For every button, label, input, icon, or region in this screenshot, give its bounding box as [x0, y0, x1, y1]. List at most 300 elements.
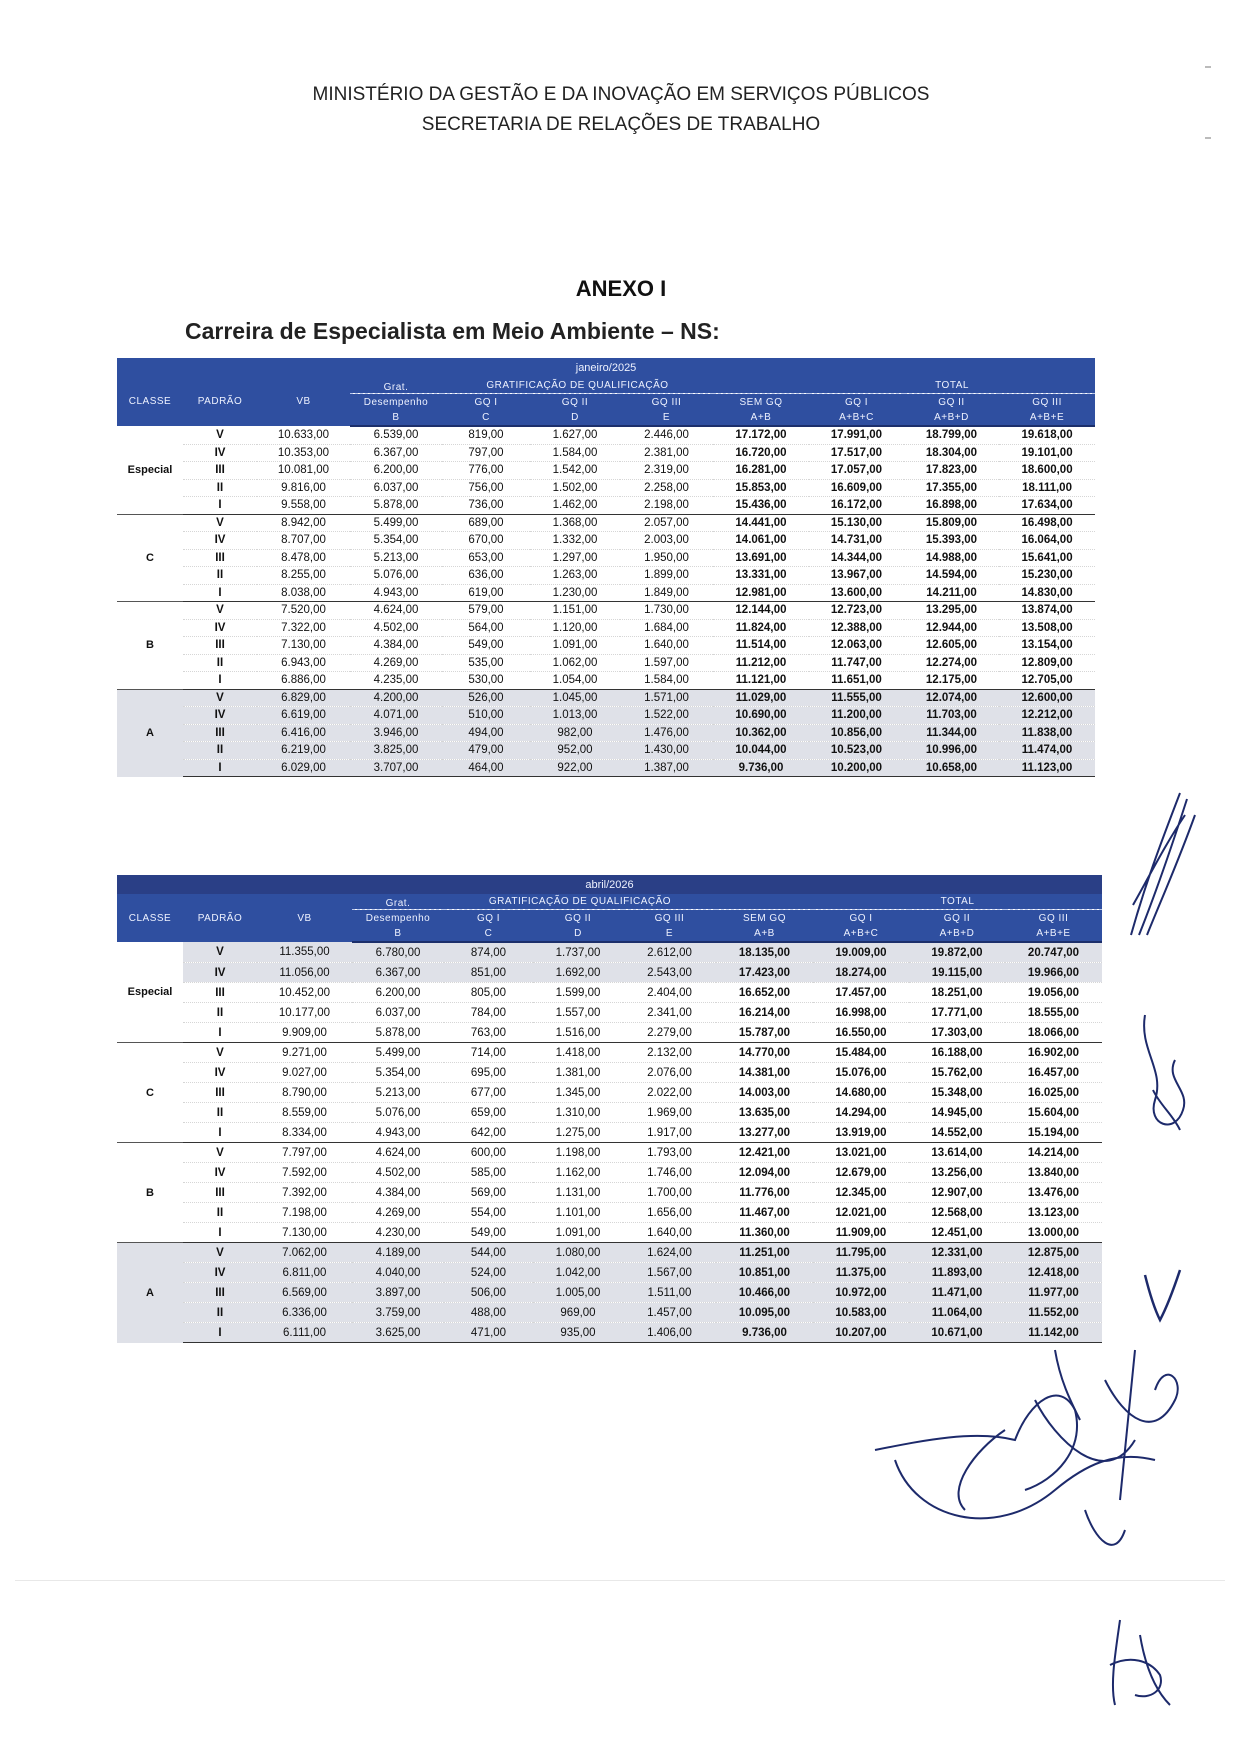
value-cell: 10.633,00 — [257, 426, 350, 444]
value-cell: 1.054,00 — [530, 672, 620, 690]
value-cell: 1.899,00 — [620, 567, 713, 585]
value-cell: 874,00 — [444, 942, 533, 963]
value-cell: 851,00 — [444, 963, 533, 983]
value-cell: 19.115,00 — [909, 963, 1005, 983]
padrao-cell: IV — [183, 619, 257, 637]
padrao-cell: III — [183, 1083, 257, 1103]
value-cell: 4.230,00 — [352, 1223, 444, 1243]
col-gq1: GQ I — [442, 394, 530, 411]
formula-gq1: A+B+C — [813, 926, 909, 942]
value-cell: 1.418,00 — [533, 1043, 623, 1063]
value-cell: 5.076,00 — [350, 567, 442, 585]
value-cell: 13.691,00 — [713, 549, 809, 567]
value-cell: 1.476,00 — [620, 724, 713, 742]
value-cell: 1.162,00 — [533, 1163, 623, 1183]
value-cell: 2.341,00 — [623, 1003, 716, 1023]
value-cell: 10.177,00 — [257, 1003, 352, 1023]
col-vb: VB — [257, 377, 350, 426]
value-cell: 5.076,00 — [352, 1103, 444, 1123]
value-cell: 4.040,00 — [352, 1263, 444, 1283]
value-cell: 11.651,00 — [809, 672, 904, 690]
value-cell: 1.700,00 — [623, 1183, 716, 1203]
table-row — [117, 942, 1102, 963]
annex-title: ANEXO I — [575, 276, 667, 301]
table-row — [117, 1043, 1102, 1063]
table-row — [117, 637, 1095, 655]
value-cell: 9.736,00 — [716, 1323, 813, 1343]
col-padrao: PADRÃO — [183, 377, 257, 426]
value-cell: 11.703,00 — [904, 707, 999, 725]
value-cell: 619,00 — [442, 584, 530, 602]
value-cell: 15.130,00 — [809, 514, 904, 532]
value-cell: 11.977,00 — [1005, 1283, 1102, 1303]
padrao-cell: IV — [183, 963, 257, 983]
value-cell: 9.736,00 — [713, 759, 809, 777]
col-padrao: PADRÃO — [183, 894, 257, 942]
value-cell: 13.277,00 — [716, 1123, 813, 1143]
padrao-cell: I — [183, 497, 257, 515]
value-cell: 1.567,00 — [623, 1263, 716, 1283]
value-cell: 6.037,00 — [350, 479, 442, 497]
value-cell: 17.172,00 — [713, 426, 809, 444]
table-row — [117, 619, 1095, 637]
value-cell: 9.909,00 — [257, 1023, 352, 1043]
value-cell: 526,00 — [442, 689, 530, 707]
padrao-cell: IV — [183, 1263, 257, 1283]
value-cell: 2.319,00 — [620, 462, 713, 480]
value-cell: 1.502,00 — [530, 479, 620, 497]
value-cell: 19.966,00 — [1005, 963, 1102, 983]
value-cell: 13.256,00 — [909, 1163, 1005, 1183]
value-cell: 8.478,00 — [257, 549, 350, 567]
value-cell: 5.878,00 — [352, 1023, 444, 1043]
value-cell: 12.705,00 — [999, 672, 1095, 690]
value-cell: 636,00 — [442, 567, 530, 585]
value-cell: 10.658,00 — [904, 759, 999, 777]
value-cell: 12.074,00 — [904, 689, 999, 707]
value-cell: 19.618,00 — [999, 426, 1095, 444]
value-cell: 10.856,00 — [809, 724, 904, 742]
value-cell: 10.207,00 — [813, 1323, 909, 1343]
col-sem-gq: SEM GQ — [713, 394, 809, 411]
table-row — [117, 1283, 1102, 1303]
value-cell: 1.746,00 — [623, 1163, 716, 1183]
value-cell: 11.555,00 — [809, 689, 904, 707]
value-cell: 1.457,00 — [623, 1303, 716, 1323]
formula-gq1: A+B+C — [809, 410, 904, 426]
value-cell: 13.967,00 — [809, 567, 904, 585]
value-cell: 659,00 — [444, 1103, 533, 1123]
value-cell: 10.353,00 — [257, 444, 350, 462]
value-cell: 17.771,00 — [909, 1003, 1005, 1023]
value-cell: 1.522,00 — [620, 707, 713, 725]
table-row — [117, 462, 1095, 480]
value-cell: 11.838,00 — [999, 724, 1095, 742]
value-cell: 6.780,00 — [352, 942, 444, 963]
value-cell: 1.640,00 — [620, 637, 713, 655]
value-cell: 805,00 — [444, 983, 533, 1003]
value-cell: 2.404,00 — [623, 983, 716, 1003]
value-cell: 10.095,00 — [716, 1303, 813, 1323]
table-row — [117, 759, 1095, 777]
value-cell: 756,00 — [442, 479, 530, 497]
salary-table-abril-2026 — [117, 875, 1102, 1343]
margin-mark — [1205, 137, 1211, 139]
value-cell: 10.081,00 — [257, 462, 350, 480]
value-cell: 16.064,00 — [999, 532, 1095, 550]
padrao-cell: IV — [183, 707, 257, 725]
value-cell: 6.029,00 — [257, 759, 350, 777]
value-cell: 922,00 — [530, 759, 620, 777]
value-cell: 585,00 — [444, 1163, 533, 1183]
table-row — [117, 983, 1102, 1003]
col-total-gq3: GQ III — [999, 394, 1095, 411]
classe-cell: B — [117, 1143, 183, 1243]
value-cell: 1.062,00 — [530, 654, 620, 672]
value-cell: 15.393,00 — [904, 532, 999, 550]
value-cell: 14.003,00 — [716, 1083, 813, 1103]
signature-initial-2 — [1135, 1010, 1195, 1140]
value-cell: 11.344,00 — [904, 724, 999, 742]
value-cell: 7.130,00 — [257, 1223, 352, 1243]
value-cell: 4.269,00 — [350, 654, 442, 672]
table-row — [117, 963, 1102, 983]
value-cell: 15.076,00 — [813, 1063, 909, 1083]
padrao-cell: V — [183, 426, 257, 444]
value-cell: 17.991,00 — [809, 426, 904, 444]
value-cell: 1.462,00 — [530, 497, 620, 515]
value-cell: 15.853,00 — [713, 479, 809, 497]
signature-initial-4 — [1100, 1615, 1180, 1710]
value-cell: 20.747,00 — [1005, 942, 1102, 963]
value-cell: 12.094,00 — [716, 1163, 813, 1183]
table-row — [117, 514, 1095, 532]
table-row — [117, 567, 1095, 585]
letter-b: B — [350, 410, 442, 426]
col-total: TOTAL — [813, 894, 1102, 910]
value-cell: 2.076,00 — [623, 1063, 716, 1083]
value-cell: 776,00 — [442, 462, 530, 480]
value-cell: 15.436,00 — [713, 497, 809, 515]
letter-e: E — [620, 410, 713, 426]
value-cell: 579,00 — [442, 602, 530, 620]
value-cell: 1.120,00 — [530, 619, 620, 637]
value-cell: 1.101,00 — [533, 1203, 623, 1223]
value-cell: 1.542,00 — [530, 462, 620, 480]
value-cell: 797,00 — [442, 444, 530, 462]
value-cell: 13.123,00 — [1005, 1203, 1102, 1223]
value-cell: 11.251,00 — [716, 1243, 813, 1263]
value-cell: 12.063,00 — [809, 637, 904, 655]
value-cell: 2.022,00 — [623, 1083, 716, 1103]
value-cell: 4.943,00 — [352, 1123, 444, 1143]
value-cell: 11.471,00 — [909, 1283, 1005, 1303]
value-cell: 16.214,00 — [716, 1003, 813, 1023]
value-cell: 13.600,00 — [809, 584, 904, 602]
margin-mark — [1205, 66, 1211, 68]
padrao-cell: II — [183, 1103, 257, 1123]
padrao-cell: III — [183, 549, 257, 567]
value-cell: 11.467,00 — [716, 1203, 813, 1223]
value-cell: 16.998,00 — [813, 1003, 909, 1023]
value-cell: 18.111,00 — [999, 479, 1095, 497]
value-cell: 14.214,00 — [1005, 1143, 1102, 1163]
table-row — [117, 1083, 1102, 1103]
value-cell: 6.829,00 — [257, 689, 350, 707]
value-cell: 18.066,00 — [1005, 1023, 1102, 1043]
value-cell: 11.824,00 — [713, 619, 809, 637]
value-cell: 1.793,00 — [623, 1143, 716, 1163]
value-cell: 9.027,00 — [257, 1063, 352, 1083]
value-cell: 13.508,00 — [999, 619, 1095, 637]
value-cell: 6.619,00 — [257, 707, 350, 725]
value-cell: 15.809,00 — [904, 514, 999, 532]
value-cell: 1.950,00 — [620, 549, 713, 567]
value-cell: 736,00 — [442, 497, 530, 515]
padrao-cell: III — [183, 1183, 257, 1203]
value-cell: 13.840,00 — [1005, 1163, 1102, 1183]
col-total-gq1: GQ I — [809, 394, 904, 411]
value-cell: 18.304,00 — [904, 444, 999, 462]
value-cell: 10.851,00 — [716, 1263, 813, 1283]
padrao-cell: V — [183, 1243, 257, 1263]
value-cell: 3.759,00 — [352, 1303, 444, 1323]
formula-gq2: A+B+D — [909, 926, 1005, 942]
value-cell: 12.907,00 — [909, 1183, 1005, 1203]
value-cell: 4.502,00 — [352, 1163, 444, 1183]
padrao-cell: V — [183, 689, 257, 707]
table-row — [117, 1203, 1102, 1223]
value-cell: 2.543,00 — [623, 963, 716, 983]
value-cell: 2.279,00 — [623, 1023, 716, 1043]
value-cell: 1.557,00 — [533, 1003, 623, 1023]
col-grat-line2: Desempenho — [352, 910, 444, 927]
value-cell: 16.188,00 — [909, 1043, 1005, 1063]
value-cell: 18.799,00 — [904, 426, 999, 444]
table-period: abril/2026 — [117, 875, 1102, 894]
padrao-cell: I — [183, 1223, 257, 1243]
value-cell: 11.355,00 — [257, 942, 352, 963]
value-cell: 10.044,00 — [713, 742, 809, 760]
value-cell: 1.684,00 — [620, 619, 713, 637]
value-cell: 510,00 — [442, 707, 530, 725]
value-cell: 12.451,00 — [909, 1223, 1005, 1243]
padrao-cell: III — [183, 462, 257, 480]
value-cell: 695,00 — [444, 1063, 533, 1083]
value-cell: 14.770,00 — [716, 1043, 813, 1063]
value-cell: 6.539,00 — [350, 426, 442, 444]
value-cell: 16.025,00 — [1005, 1083, 1102, 1103]
value-cell: 11.123,00 — [999, 759, 1095, 777]
value-cell: 1.571,00 — [620, 689, 713, 707]
value-cell: 1.332,00 — [530, 532, 620, 550]
padrao-cell: IV — [183, 1163, 257, 1183]
value-cell: 14.211,00 — [904, 584, 999, 602]
value-cell: 549,00 — [444, 1223, 533, 1243]
table-row — [117, 497, 1095, 515]
value-cell: 564,00 — [442, 619, 530, 637]
value-cell: 1.151,00 — [530, 602, 620, 620]
formula-gq3: A+B+E — [1005, 926, 1102, 942]
value-cell: 4.502,00 — [350, 619, 442, 637]
value-cell: 17.634,00 — [999, 497, 1095, 515]
value-cell: 2.003,00 — [620, 532, 713, 550]
value-cell: 714,00 — [444, 1043, 533, 1063]
classe-cell: A — [117, 1243, 183, 1343]
value-cell: 8.790,00 — [257, 1083, 352, 1103]
padrao-cell: II — [183, 1303, 257, 1323]
value-cell: 8.707,00 — [257, 532, 350, 550]
classe-cell: Especial — [127, 463, 173, 476]
padrao-cell: V — [183, 514, 257, 532]
value-cell: 12.274,00 — [904, 654, 999, 672]
value-cell: 17.355,00 — [904, 479, 999, 497]
padrao-cell: IV — [183, 532, 257, 550]
value-cell: 19.056,00 — [1005, 983, 1102, 1003]
value-cell: 1.080,00 — [533, 1243, 623, 1263]
value-cell: 4.189,00 — [352, 1243, 444, 1263]
value-cell: 535,00 — [442, 654, 530, 672]
table-row — [117, 1183, 1102, 1203]
table-row — [117, 654, 1095, 672]
col-classe: CLASSE — [117, 377, 183, 426]
classe-cell: B — [117, 602, 183, 690]
col-grat-line2: Desempenho — [350, 394, 442, 411]
padrao-cell: I — [183, 1023, 257, 1043]
value-cell: 1.599,00 — [533, 983, 623, 1003]
value-cell: 11.552,00 — [1005, 1303, 1102, 1323]
value-cell: 600,00 — [444, 1143, 533, 1163]
letter-e: E — [623, 926, 716, 942]
value-cell: 18.135,00 — [716, 942, 813, 963]
col-total-gq2: GQ II — [909, 910, 1005, 927]
value-cell: 7.797,00 — [257, 1143, 352, 1163]
col-total-gq1: GQ I — [813, 910, 909, 927]
value-cell: 18.274,00 — [813, 963, 909, 983]
value-cell: 19.009,00 — [813, 942, 909, 963]
value-cell: 506,00 — [444, 1283, 533, 1303]
value-cell: 8.559,00 — [257, 1103, 352, 1123]
value-cell: 12.212,00 — [999, 707, 1095, 725]
col-gq2: GQ II — [530, 394, 620, 411]
value-cell: 15.787,00 — [716, 1023, 813, 1043]
padrao-cell: II — [183, 1203, 257, 1223]
value-cell: 1.511,00 — [623, 1283, 716, 1303]
value-cell: 16.652,00 — [716, 983, 813, 1003]
table-row — [117, 1163, 1102, 1183]
value-cell: 12.418,00 — [1005, 1263, 1102, 1283]
value-cell: 16.609,00 — [809, 479, 904, 497]
value-cell: 1.737,00 — [533, 942, 623, 963]
value-cell: 677,00 — [444, 1083, 533, 1103]
value-cell: 1.013,00 — [530, 707, 620, 725]
value-cell: 18.600,00 — [999, 462, 1095, 480]
padrao-cell: V — [183, 1143, 257, 1163]
value-cell: 14.830,00 — [999, 584, 1095, 602]
value-cell: 6.367,00 — [350, 444, 442, 462]
value-cell: 763,00 — [444, 1023, 533, 1043]
ministry-name: MINISTÉRIO DA GESTÃO E DA INOVAÇÃO EM SERVIÇOS PÚBLICOS — [312, 84, 930, 105]
value-cell: 13.476,00 — [1005, 1183, 1102, 1203]
value-cell: 464,00 — [442, 759, 530, 777]
col-gq3: GQ III — [620, 394, 713, 411]
value-cell: 10.523,00 — [809, 742, 904, 760]
value-cell: 14.731,00 — [809, 532, 904, 550]
value-cell: 1.627,00 — [530, 426, 620, 444]
value-cell: 12.568,00 — [909, 1203, 1005, 1223]
value-cell: 1.297,00 — [530, 549, 620, 567]
value-cell: 11.360,00 — [716, 1223, 813, 1243]
padrao-cell: III — [183, 983, 257, 1003]
value-cell: 1.310,00 — [533, 1103, 623, 1123]
table-row — [117, 426, 1095, 444]
value-cell: 530,00 — [442, 672, 530, 690]
table-row — [117, 549, 1095, 567]
value-cell: 9.271,00 — [257, 1043, 352, 1063]
value-cell: 13.021,00 — [813, 1143, 909, 1163]
value-cell: 14.344,00 — [809, 549, 904, 567]
value-cell: 7.130,00 — [257, 637, 350, 655]
value-cell: 5.354,00 — [350, 532, 442, 550]
col-gq3: GQ III — [623, 910, 716, 927]
value-cell: 1.381,00 — [533, 1063, 623, 1083]
value-cell: 4.384,00 — [352, 1183, 444, 1203]
value-cell: 15.348,00 — [909, 1083, 1005, 1103]
value-cell: 10.583,00 — [813, 1303, 909, 1323]
value-cell: 11.893,00 — [909, 1263, 1005, 1283]
value-cell: 19.101,00 — [999, 444, 1095, 462]
value-cell: 11.514,00 — [713, 637, 809, 655]
table-row — [117, 444, 1095, 462]
value-cell: 11.200,00 — [809, 707, 904, 725]
career-title: Carreira de Especialista em Meio Ambiente – NS: — [185, 318, 720, 344]
value-cell: 11.121,00 — [713, 672, 809, 690]
padrao-cell: II — [183, 742, 257, 760]
value-cell: 4.943,00 — [350, 584, 442, 602]
value-cell: 15.194,00 — [1005, 1123, 1102, 1143]
value-cell: 1.131,00 — [533, 1183, 623, 1203]
col-gq-group: GRATIFICAÇÃO DE QUALIFICAÇÃO — [444, 894, 716, 910]
value-cell: 12.175,00 — [904, 672, 999, 690]
value-cell: 4.624,00 — [350, 602, 442, 620]
value-cell: 1.849,00 — [620, 584, 713, 602]
value-cell: 689,00 — [442, 514, 530, 532]
table-row — [117, 1003, 1102, 1023]
value-cell: 10.362,00 — [713, 724, 809, 742]
letter-d: D — [533, 926, 623, 942]
value-cell: 12.679,00 — [813, 1163, 909, 1183]
value-cell: 10.996,00 — [904, 742, 999, 760]
value-cell: 549,00 — [442, 637, 530, 655]
value-cell: 2.446,00 — [620, 426, 713, 444]
value-cell: 1.430,00 — [620, 742, 713, 760]
padrao-cell: I — [183, 672, 257, 690]
padrao-cell: II — [183, 1003, 257, 1023]
value-cell: 1.368,00 — [530, 514, 620, 532]
value-cell: 14.594,00 — [904, 567, 999, 585]
value-cell: 10.972,00 — [813, 1283, 909, 1303]
value-cell: 6.200,00 — [350, 462, 442, 480]
value-cell: 569,00 — [444, 1183, 533, 1203]
value-cell: 12.144,00 — [713, 602, 809, 620]
letter-d: D — [530, 410, 620, 426]
value-cell: 5.499,00 — [352, 1043, 444, 1063]
col-grat-line1: Grat. — [352, 894, 444, 910]
letter-b: B — [352, 926, 444, 942]
formula-sem-gq: A+B — [716, 926, 813, 942]
value-cell: 13.919,00 — [813, 1123, 909, 1143]
value-cell: 544,00 — [444, 1243, 533, 1263]
